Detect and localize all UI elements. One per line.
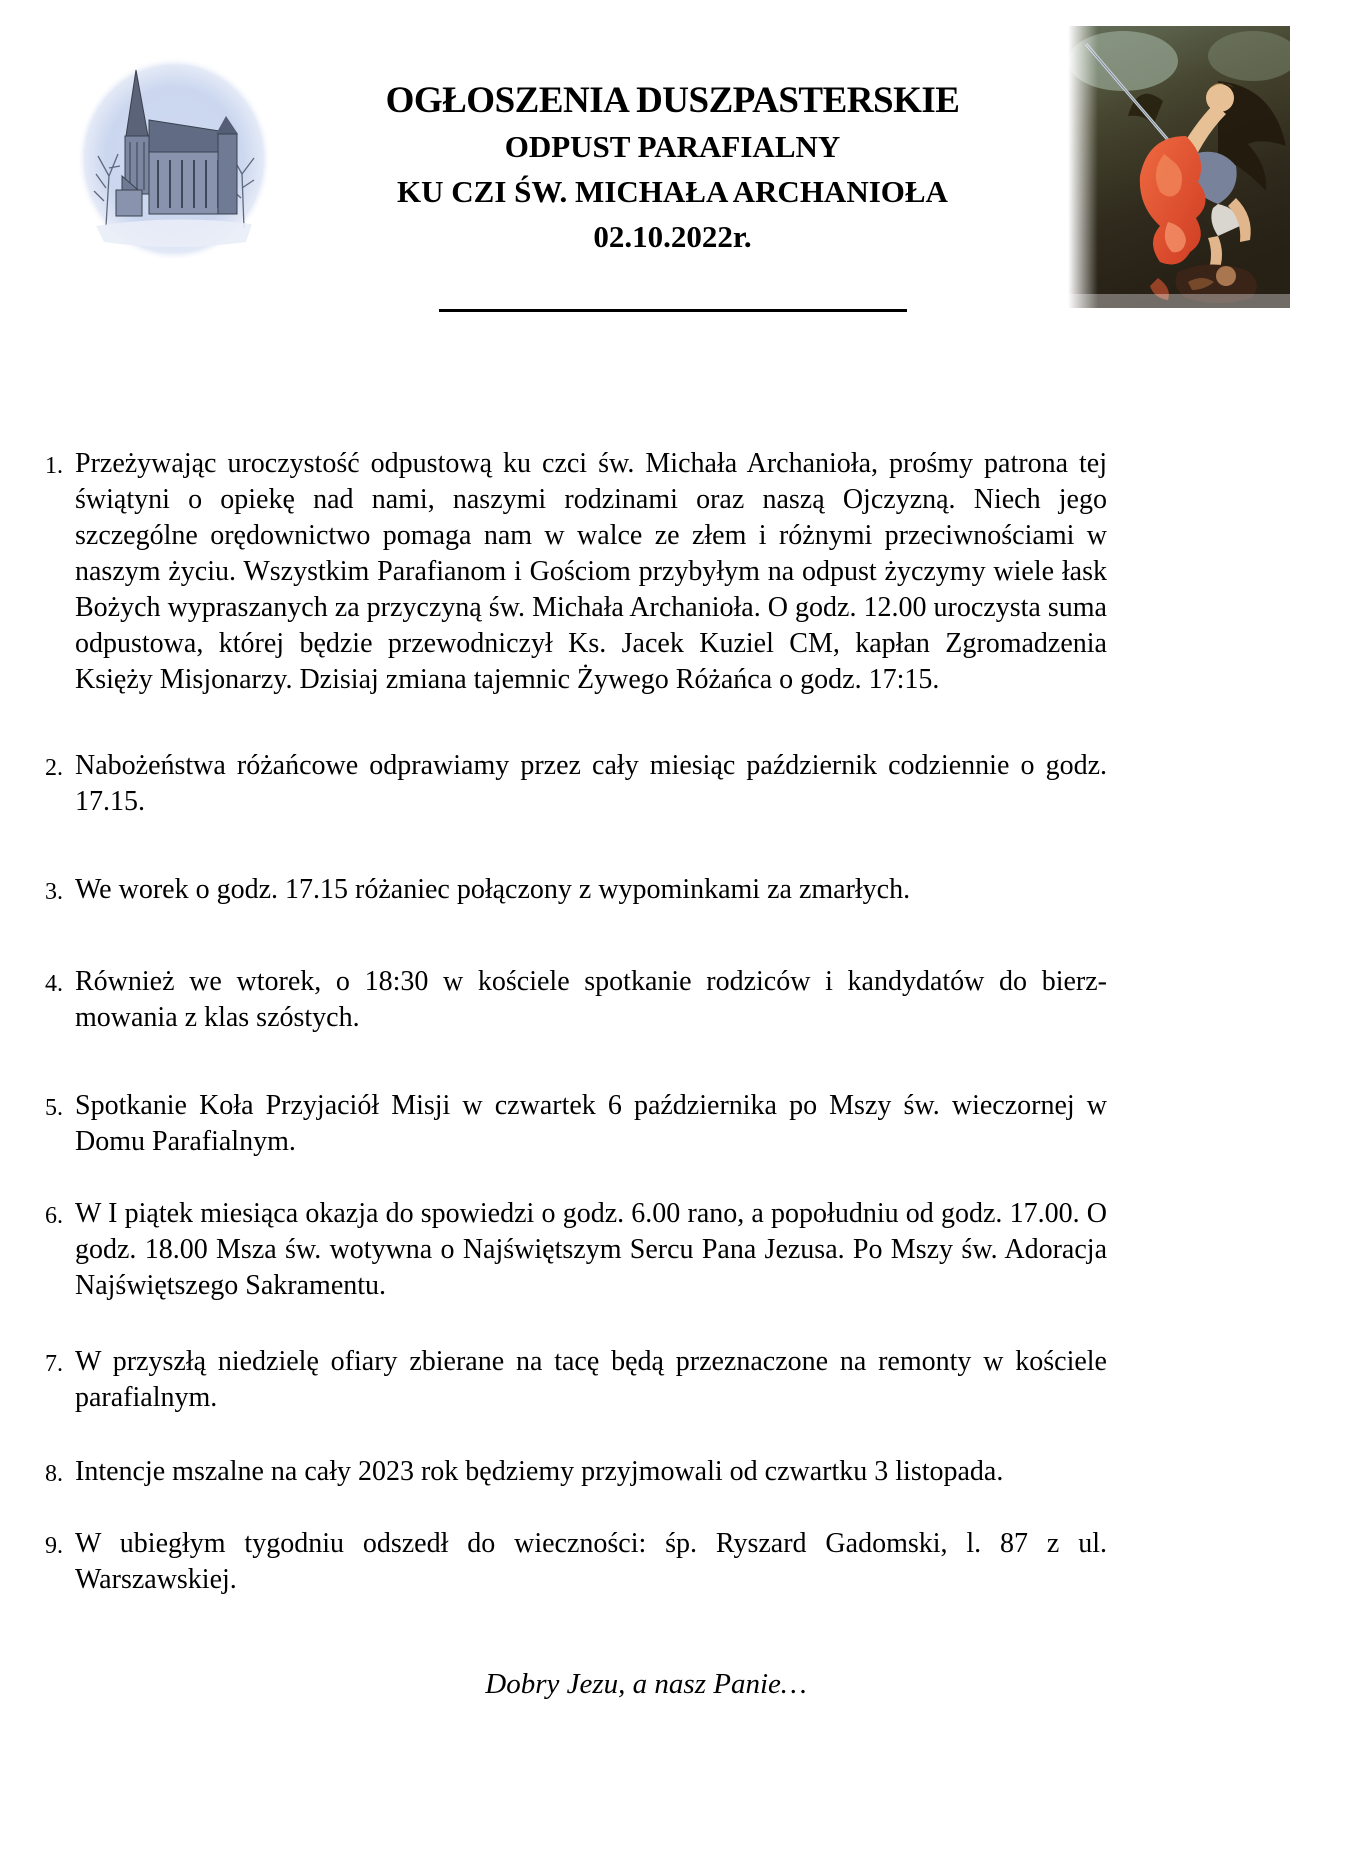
item-text: Intencje mszalne na cały 2023 rok będziemy przyjmowali od czwartku 3 listopada. <box>75 1456 1004 1487</box>
item-text: W przyszłą niedzielę ofiary zbierane na tacę będą przeznaczone na remonty w kościele parafialnym. <box>75 1346 1107 1413</box>
item-text: Spotkanie Koła Przyjaciół Misji w czwartek 6 października po Mszy św. wieczornej w Domu Parafialnym. <box>75 1090 1107 1157</box>
church-vignette-image <box>76 56 272 262</box>
item-number: 7. <box>45 1351 63 1377</box>
header-title-block <box>280 78 1065 312</box>
item-text: W I piątek miesiąca okazja do spowiedzi o godz. 6.00 rano, a popołudniu od godz. 17.00. O godz. 18.00 Msza św. wotywna o Najświętszym Sercu Pana Jezusa. Po Mszy św. Adoracja Najświętszego Sakramentu. <box>75 1198 1107 1301</box>
item-number: 6. <box>45 1203 63 1229</box>
item-number: 1. <box>45 453 63 479</box>
list-item <box>45 1526 1107 1598</box>
page-subtitle-1: ODPUST PARAFIALNY <box>504 129 841 164</box>
item-text: Nabożeństwa różańcowe odprawiamy przez cały miesiąc październik codziennie o godz. 17.15. <box>75 750 1107 817</box>
list-item <box>45 446 1107 698</box>
list-item <box>45 1196 1107 1304</box>
announcement-list <box>45 446 1107 1638</box>
item-text: W ubiegłym tygodniu odszedł do wieczności: śp. Ryszard Gadomski, l. 87 z ul. Warszawskiej. <box>75 1528 1107 1595</box>
list-item <box>45 748 1107 820</box>
item-number: 8. <box>45 1461 63 1487</box>
page-date: 02.10.2022r. <box>593 219 752 254</box>
item-number: 9. <box>45 1533 63 1559</box>
st-michael-painting-image <box>1068 26 1290 308</box>
item-number: 5. <box>45 1095 63 1121</box>
church-drawing-icon <box>76 56 272 262</box>
item-number: 4. <box>45 971 63 997</box>
item-number: 2. <box>45 755 63 781</box>
closing-prayer-line: Dobry Jezu, a nasz Panie… <box>485 1668 807 1700</box>
item-text: Również we wtorek, o 18:30 w kościele spotkanie rodziców i kandydatów do bierzmowania z klas szóstych. <box>75 966 1107 1033</box>
list-item <box>45 964 1107 1036</box>
item-text: Przeżywając uroczystość odpustową ku czci św. Michała Archanioła, prośmy patrona tej świątyni o opiekę nad nami, naszymi rodzinami oraz naszą Ojczyzną. Niech jego szczególne orędownictwo pomaga nam w walce ze złem i różnymi przeciwnościami w naszym życiu. Wszystkim Parafianom i Gościom przybyłym na odpust życzymy wiele łask Bożych wypraszanych za przyczyną św. Michała Archanioła. O godz. 12.00 uroczysta suma odpustowa, której będzie przewodniczył Ks. Jacek Kuziel CM, kapłan Zgromadzenia Księży Misjonarzy. Dzisiaj zmiana tajemnic Żywego Różańca o godz. 17:15. <box>75 448 1107 695</box>
list-item <box>45 872 1107 910</box>
page-title: OGŁOSZENIA DUSZPASTERSKIE <box>385 80 960 121</box>
item-text: We worek o godz. 17.15 różaniec połączony z wypominkami za zmarłych. <box>75 874 911 905</box>
page-subtitle-2: KU CZI ŚW. MICHAŁA ARCHANIOŁA <box>397 174 948 209</box>
list-item <box>45 1454 1107 1492</box>
separator-line <box>439 309 907 312</box>
st-michael-archangel-icon <box>1068 26 1290 308</box>
item-number: 3. <box>45 879 63 905</box>
list-item <box>45 1088 1107 1160</box>
list-item <box>45 1344 1107 1416</box>
